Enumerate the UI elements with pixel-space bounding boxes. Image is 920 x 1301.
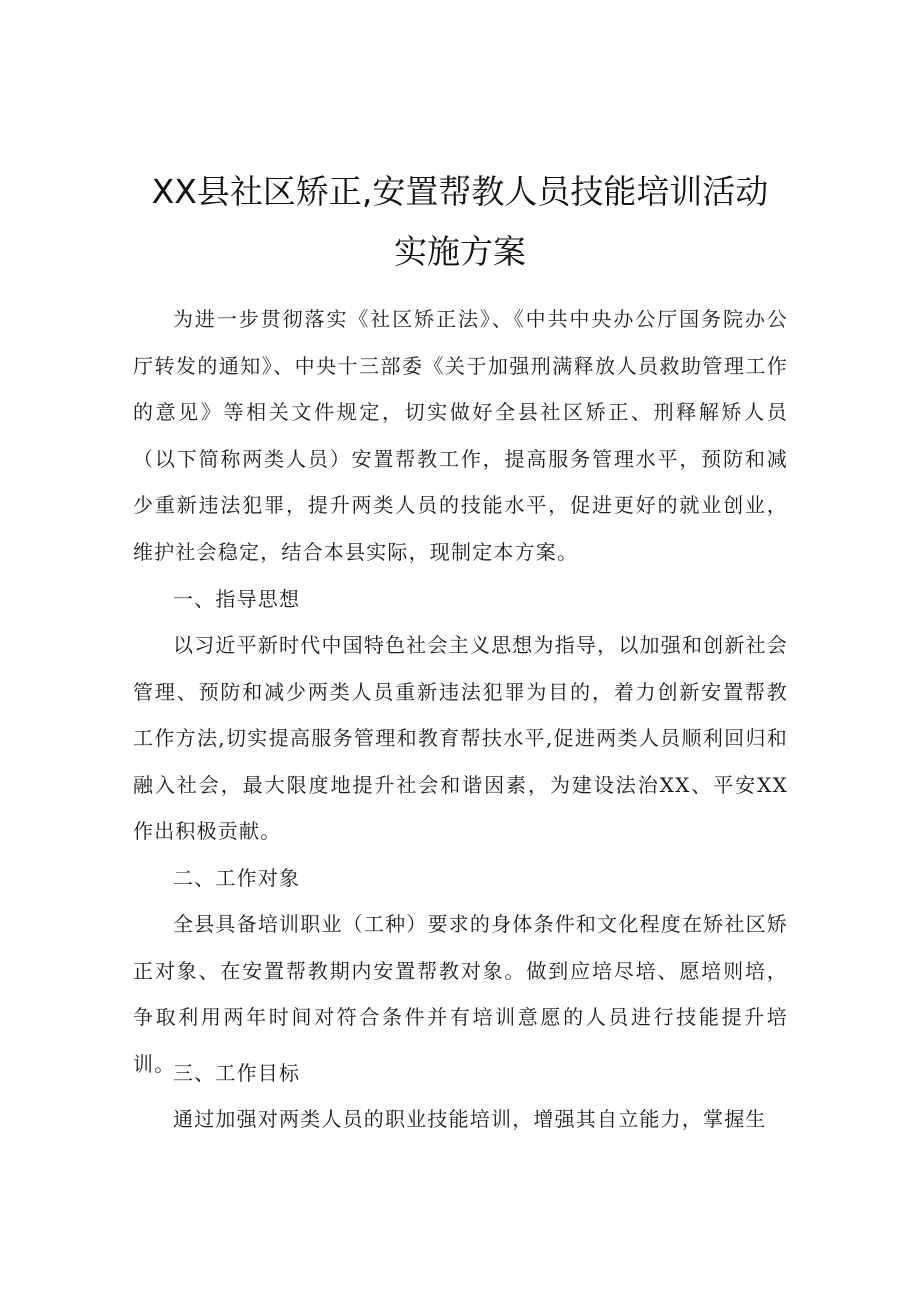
section-body-guiding-ideology: 以习近平新时代中国特色社会主义思想为指导，以加强和创新社会管理、预防和减少两类人员重新违法犯罪为目的，着力创新安置帮教工作方法,切实提高服务管理和教育帮扶水平,促进两类人员顺利回归和融入社会，最大限度地提升社会和谐因素，为建设法治XX、平安XX作出积极贡献。 — [133, 633, 788, 844]
document-title-line-2: 实施方案 — [394, 232, 526, 271]
section-heading-work-targets: 二、工作对象 — [173, 866, 301, 890]
document-title-line-1: XX县社区矫正,安置帮教人员技能培训活动 — [151, 172, 769, 211]
section-body-work-goals: 通过加强对两类人员的职业技能培训，增强其自立能力，掌握生 — [173, 1107, 767, 1131]
section-heading-work-goals: 三、工作目标 — [173, 1061, 301, 1085]
section-heading-guiding-ideology: 一、指导思想 — [173, 587, 301, 611]
intro-paragraph: 为进一步贯彻落实《社区矫正法》、《中共中央办公厅国务院办公厅转发的通知》、中央十三部委《关于加强刑满释放人员救助管理工作的意见》等相关文件规定，切实做好全县社区矫正、刑释解矫人员（以下简称两类人员）安置帮教工作，提高服务管理水平，预防和减少重新违法犯罪，提升两类人员的技能水平，促进更好的就业创业，维护社会稳定，结合本县实际，现制定本方案。 — [133, 307, 788, 564]
section-body-work-targets: 全县具备培训职业（工种）要求的身体条件和文化程度在矫社区矫正对象、在安置帮教期内安置帮教对象。做到应培尽培、愿培则培，争取利用两年时间对符合条件并有培训意愿的人员进行技能提升培训。 — [133, 912, 788, 1076]
